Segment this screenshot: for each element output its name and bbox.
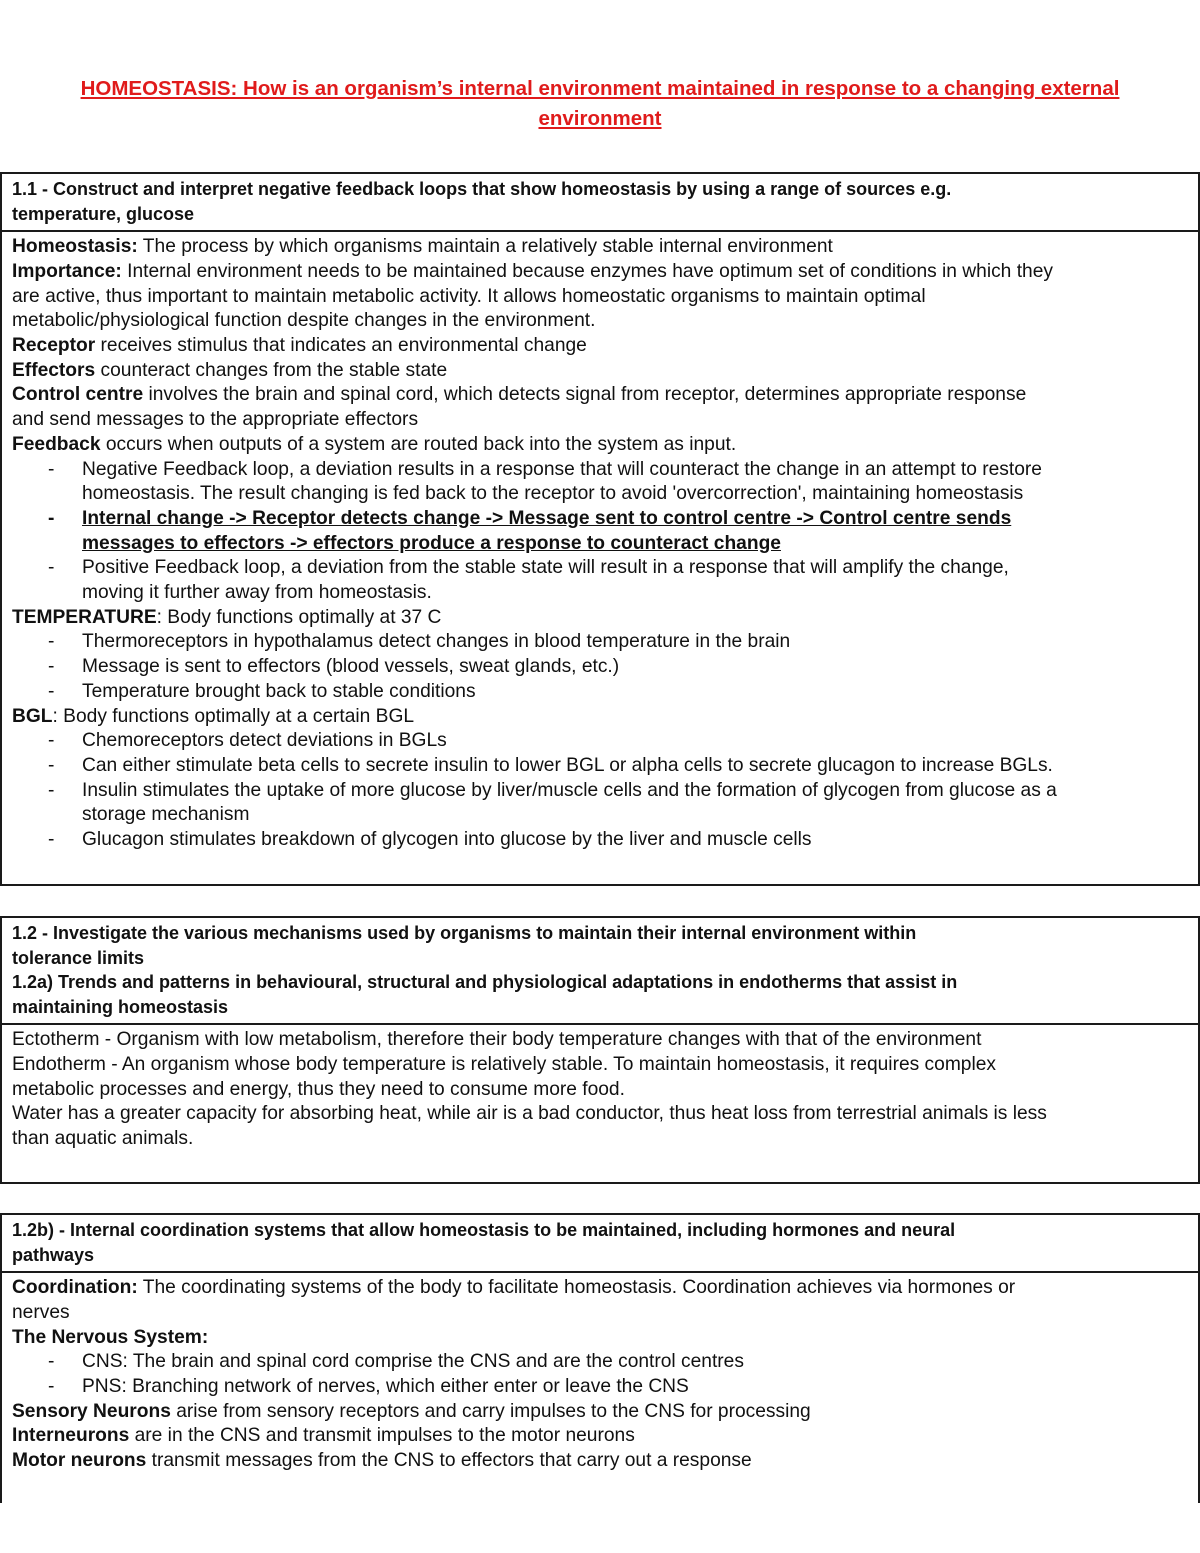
section-1-2b-heading [2, 1215, 1198, 1273]
importance-definition [12, 260, 1188, 285]
definition: The process by which organisms maintain a relatively stable internal environment [137, 236, 833, 258]
definition: are in the CNS and transmit impulses to the motor neurons [129, 1425, 635, 1447]
definition: : Body functions optimally at a certain BGL [52, 705, 415, 727]
text-line: Endotherm - An organism whose body temperature is relatively stable. To maintain homeostasis, it requires complex [12, 1054, 997, 1076]
section-1-1-heading [2, 174, 1198, 232]
definition: receives stimulus that indicates an environmental change [95, 335, 587, 356]
bullet-dash: - [48, 1351, 55, 1373]
definition: : Body functions optimally at 37 C [156, 606, 442, 628]
heading-line: pathways [12, 1244, 95, 1265]
section-1-2-body [2, 1025, 1198, 1155]
term: Feedback [12, 433, 101, 455]
feedback-definition [12, 433, 1188, 458]
text-line: Chemoreceptors detect deviations in BGLs [82, 730, 447, 752]
bullet-dash: - [48, 631, 55, 653]
list-item [12, 458, 1188, 507]
text-line: Negative Feedback loop, a deviation results in a response that will counteract the change in an attempt to restore [82, 458, 1042, 480]
term: Motor neurons [12, 1450, 147, 1472]
list-item [12, 779, 1188, 828]
bullet-dash: - [48, 1376, 55, 1397]
heading-line: tolerance limits [12, 947, 145, 968]
text-line: are active, thus important to maintain metabolic activity. It allows homeostatic organisms to maintain optimal [12, 285, 926, 307]
text-line: Temperature brought back to stable conditions [82, 680, 476, 702]
list-item [12, 828, 1188, 853]
term: Receptor [12, 335, 96, 356]
term: Effectors [12, 359, 96, 381]
term: TEMPERATURE [12, 606, 157, 628]
bullet-dash: - [48, 754, 55, 776]
text-line: moving it further away from homeostasis. [82, 582, 432, 604]
bullet-dash: - [48, 557, 55, 579]
heading-line: 1.2 - Investigate the various mechanisms used by organisms to maintain their internal environment within [12, 923, 917, 943]
list-item [12, 507, 1188, 556]
page-title [0, 74, 1200, 134]
text-line: Positive Feedback loop, a deviation from the stable state will result in a response that will amplify the change, [82, 557, 1009, 579]
receptor-definition [12, 334, 1188, 359]
text-line: metabolic processes and energy, thus they need to consume more food. [12, 1078, 625, 1100]
term: Sensory Neurons [12, 1400, 171, 1422]
list-item [12, 754, 1188, 779]
text-line: Water has a greater capacity for absorbing heat, while air is a bad conductor, thus heat loss from terrestrial animals is less [12, 1103, 1047, 1125]
title-line-2: environment [538, 107, 662, 130]
section-1-2b-body [2, 1273, 1198, 1477]
definition: involves the brain and spinal cord, which detects signal from receptor, determines appropriate response [143, 384, 1027, 406]
heading-line: 1.2a) Trends and patterns in behavioural, structural and physiological adaptations in endotherms that assist in [12, 972, 958, 993]
text-line: Insulin stimulates the uptake of more glucose by liver/muscle cells and the formation of glycogen from glucose as a [82, 779, 1057, 801]
heading-line: 1.2b) - Internal coordination systems that allow homeostasis to be maintained, including hormones and neural [12, 1220, 956, 1240]
section-1-2-heading [2, 918, 1198, 1025]
text-line: PNS: Branching network of nerves, which either enter or leave the CNS [82, 1376, 689, 1397]
heading-line: maintaining homeostasis [12, 996, 229, 1017]
definition: transmit messages from the CNS to effectors that carry out a response [146, 1450, 752, 1472]
text-line: nerves [12, 1301, 70, 1323]
text-line: Thermoreceptors in hypothalamus detect changes in blood temperature in the brain [82, 631, 791, 653]
bullet-dash: - [48, 730, 55, 752]
definition: occurs when outputs of a system are routed back into the system as input. [100, 433, 737, 455]
bullet-dash: - [48, 507, 55, 529]
term: Coordination: [12, 1277, 138, 1299]
term: Homeostasis: [12, 236, 138, 258]
list-item [12, 680, 1188, 705]
section-1-1-body [2, 232, 1198, 856]
section-1-1 [0, 172, 1200, 886]
definition: counteract changes from the stable state [95, 359, 448, 381]
text-line: Glucagon stimulates breakdown of glycogen into glucose by the liver and muscle cells [82, 829, 812, 851]
term: Importance: [12, 260, 122, 282]
text-line: Can either stimulate beta cells to secrete insulin to lower BGL or alpha cells to secrete glucagon to increase BGLs. [82, 754, 1053, 776]
control-centre-definition [12, 383, 1188, 408]
text-line: CNS: The brain and spinal cord comprise the CNS and are the control centres [82, 1351, 744, 1373]
text-line: Internal change -> Receptor detects change -> Message sent to control centre -> Control centre sends [82, 507, 1012, 529]
definition: arise from sensory receptors and carry impulses to the CNS for processing [170, 1400, 811, 1422]
coordination-definition [12, 1276, 1188, 1301]
title-line-1: HOMEOSTASIS: How is an organism’s internal environment maintained in response to a changing external [80, 77, 1120, 100]
text-line: messages to effectors -> effectors produce a response to counteract change [82, 532, 781, 554]
bullet-dash: - [48, 458, 55, 480]
bgl-definition [12, 705, 1188, 730]
text-line: Ectotherm - Organism with low metabolism, therefore their body temperature changes with that of the environment [12, 1029, 982, 1051]
term: BGL [12, 705, 53, 727]
text-line: metabolic/physiological function despite changes in the environment. [12, 310, 596, 332]
definition: Internal environment needs to be maintained because enzymes have optimum set of conditions in which they [121, 260, 1053, 282]
term: Interneurons [12, 1425, 130, 1447]
list-item [12, 729, 1188, 754]
text-line: homeostasis. The result changing is fed back to the receptor to avoid 'overcorrection', maintaining homeostasis [82, 483, 1024, 505]
sensory-neurons-definition [12, 1400, 1188, 1425]
list-item [12, 1350, 1188, 1375]
section-1-2b [0, 1213, 1200, 1503]
bullet-dash: - [48, 829, 55, 851]
list-item [12, 1375, 1188, 1400]
text-line: storage mechanism [82, 804, 250, 826]
list-item [12, 556, 1188, 605]
temperature-definition [12, 606, 1188, 631]
list-item [12, 655, 1188, 680]
text-line: and send messages to the appropriate effectors [12, 409, 419, 431]
definition: The coordinating systems of the body to facilitate homeostasis. Coordination achieves via hormones or [137, 1277, 1016, 1299]
bullet-dash: - [48, 656, 55, 678]
interneurons-definition [12, 1424, 1188, 1449]
list-item [12, 630, 1188, 655]
homeostasis-definition [12, 235, 1188, 260]
term: Control centre [12, 384, 144, 406]
section-1-2 [0, 916, 1200, 1184]
nervous-system-heading: The Nervous System: [12, 1326, 209, 1348]
motor-neurons-definition [12, 1449, 1188, 1474]
bullet-dash: - [48, 779, 55, 801]
text-line: Message is sent to effectors (blood vessels, sweat glands, etc.) [82, 656, 620, 678]
heading-line: 1.1 - Construct and interpret negative feedback loops that show homeostasis by using a range of sources e.g. [12, 179, 952, 199]
bullet-dash: - [48, 680, 55, 702]
effectors-definition [12, 359, 1188, 384]
text-line: than aquatic animals. [12, 1128, 194, 1150]
heading-line: temperature, glucose [12, 203, 195, 224]
